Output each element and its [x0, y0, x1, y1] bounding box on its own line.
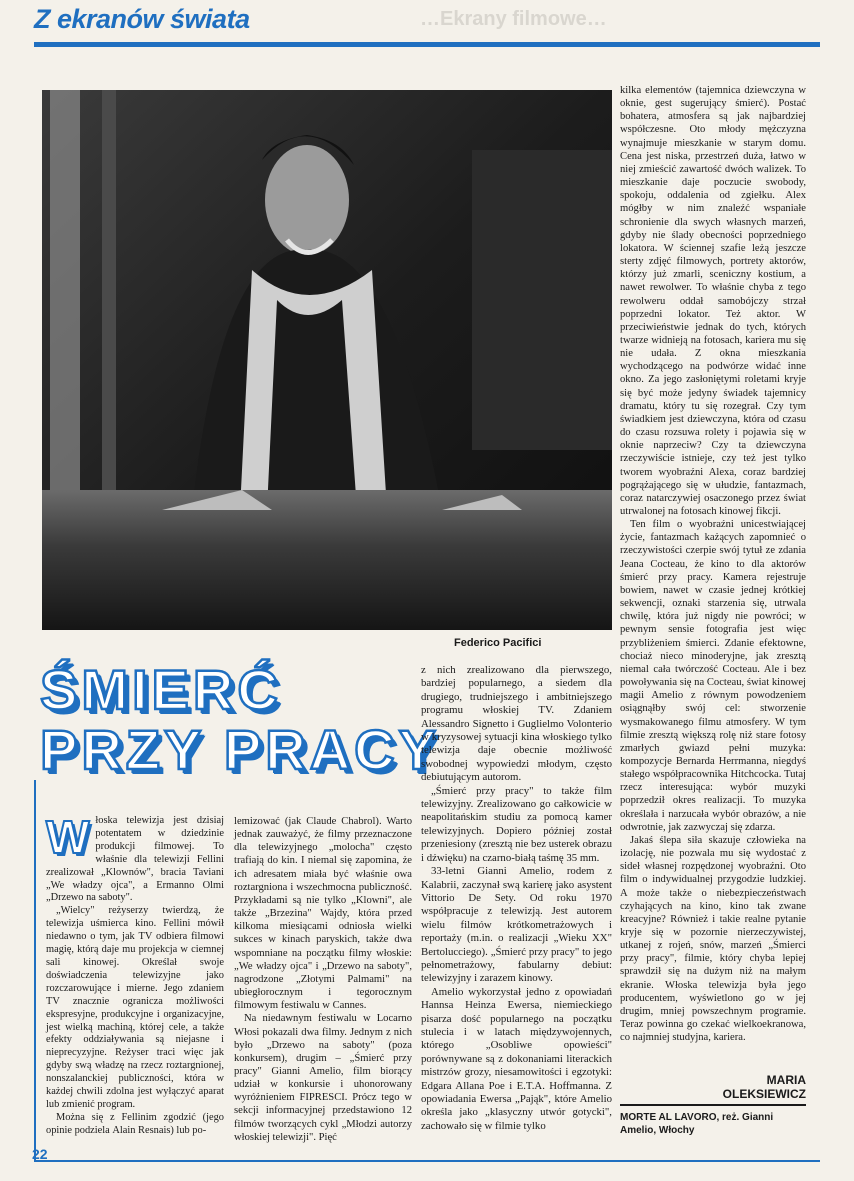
text-column-3	[421, 664, 612, 1133]
text-column-2	[234, 815, 412, 1144]
paragraph: kilka elementów (tajemnica dziewczyna w oknie, gest sugerujący śmierć). Postać bohatera, atmosfera są jak najbardziej współczesne. Oto młody mężczyzna wynajmuje mieszkanie w starym domu. Cena jest niska, przestrzeń duża, łatwo w niej zmieścić zawartość dwóch walizek. To mieszkanie daje poczucie swobody, spokoju, oddalenia od zgiełku. Alex mógłby w nim znaleźć wspaniałe schronienie dla swych własnych marzeń, gdyby nie ślady obecności poprzedniego lokatora. W ściennej szafie leżą jeszcze sterty zdjęć filmowych, portrety aktorów, którzy już zmarli, sceniczny kostium, a nawet rewolwer. To właśnie chyba z tego rewolweru oddał samobójczy strzał poprzedni lokator. Też aktor. W przeciwieństwie jednak do tych, których twarze widnieją na fotosach, kariera mu się nie udała. Z okna mieszkania wychodzącego na podwórze widać inne okno. Za jego zasłoniętymi roletami kryje się być może jedyny świadek tajemnicy dramatu, który tu się rozegrał. Czy tym świadkiem jest dziewczyna, która od czasu do czasu rozsuwa rolety i pojawia się w oknie naprzeciw? Czy ta dziewczyna rzeczywiście istnieje, czy też jest tylko tworem wyobraźni Alexa, coraz bardziej pogrążającego się w ułudzie, fantazmach, coraz natarczywiej osaczonego przez świat utrwalonej na fotosach kinowej fikcji.	[620, 85, 806, 517]
paragraph: Ten film o wyobraźni unicestwiającej życie, fantazmach każących zapomnieć o rzeczywistości czerpie swój tytuł ze zdania Jeana Cocteau, że kino to dla aktorów śmierć przy pracy. Kamera rejestruje bowiem, nawet w czasie jednej krótkiej sekwencji, oznaki starzenia się, utrwala chwilę, która już nigdy nie powróci; w pewnym sensie fotografia jest więc przybliżeniem śmierci. Zdanie efektowne, chociaż nieco minoderyjne, jak zresztą niemal cała twórczość Cocteau. Ale i bez powoływania się na Cocteau, świat kinowej magii Amelio z równym powodzeniem osiągnąłby swój cel: stworzenie wysmakowanego filmu atmosfery. W tym filmie zresztą większą rolę niż stare fotosy zmarłych gwiazd pełni muzyka: kompozycje Bernarda Herrmanna, niegdyś stałego współpracownika Hitchcocka. Tutaj rzecz interesująca: wybór muzyki poprzedził okres realizacji. To muzyka określała i narzucała wybór obrazów, a nie odwrotnie, jak zazwyczaj się zdarza.	[620, 519, 806, 833]
frame-left	[34, 780, 36, 1160]
article-headline	[40, 658, 440, 781]
film-credit: MORTE AL LAVORO, reż. Gianni Amelio, Włochy	[620, 1112, 774, 1136]
paragraph: „Śmierć przy pracy" to także film telewizyjny. Zrealizowano go całkowicie w neapolitańskim studiu za pomocą kamer telewizyjnych. Dopiero później został przeniesiony (zresztą nie bez usterek obrazu i dźwięku) na czarno-białą taśmę 35 mm.	[421, 784, 612, 864]
drop-cap: W	[46, 811, 90, 863]
headline-line-2: PRZY PRACY	[40, 718, 440, 781]
photo-caption: Federico Pacifici	[454, 637, 542, 649]
paragraph: lemizować (jak Claude Chabrol). Warto jednak zauważyć, że filmy przeznaczone dla telewizyjnego „molocha" często trafiają do kin. I niemal się zapomina, że ich adresatem miała być właśnie owa roztargniona i wszechmocna publiczność. Przykładami są nie tylko „Klowni", ale także „Brzezina" Wajdy, która przed kilkoma miesiącami odniosła wielki sukces w kinach paryskich, także dwa wspomniane na początku filmy włoskie: „We władzy ojca" i „Drzewo na saboty", nagrodzone „Złotymi Palmami" na ubiegłorocznym i tegorocznym filmowym festiwalu w Cannes.	[234, 816, 412, 1012]
author-last-name: OLEKSIEWICZ	[722, 1087, 806, 1101]
paragraph: „Wielcy" reżyserzy twierdzą, że telewizja uśmierca kino. Fellini mówił niedawno o tym, jak TV odbiera filmowi magię, którą daje mu projekcja w ciemnej sali kinowej. Określał swoje doświadczenia telewizyjne jako rozczarowujące i mierne. Jego zdaniem TV znacznie ogranicza możliwości ekspresyjne, produkcyjne i organizacyjne, jest wielką machiną, której cele, a także efekty oddziaływania są niejasne i nieprecyzyjne. Reżyser traci więc jak gdyby swą władzę na rzecz roztargnionej, nonszalanckiej publiczności, która w każdej chwili zdolna jest wyłączyć aparat lub zmienić program.	[46, 905, 224, 1110]
bleed-through-text: …Ekrany filmowe…	[420, 8, 607, 30]
paragraph: Na niedawnym festiwalu w Locarno Włosi pokazali dwa filmy. Jednym z nich było „Drzewo na saboty" (poza konkursem), drugim – „Śmierć przy pracy" Gianni Amelio, film biorący udział w konkursie i uhonorowany wyróżnieniem FIPRESCI. Prócz tego w sekcji informacyjnej przedstawiono 12 filmów tworzących cykl „Młodzi autorzy włoskiej telewizji". Pięć	[234, 1013, 412, 1143]
section-title: Z ekranów świata	[34, 4, 250, 34]
paragraph: Można się z Fellinim zgodzić (jego opinie podzielа Alain Resnais) lub po-	[46, 1111, 224, 1136]
credit-rule	[620, 1104, 806, 1106]
author-first-name: MARIA	[766, 1073, 806, 1087]
author-signature	[620, 1073, 806, 1101]
header-rule	[34, 42, 820, 47]
film-still-photo	[42, 90, 612, 630]
paragraph: Amelio wykorzystał jedno z opowiadań Hannsa Heinza Ewersa, niemieckiego pisarza dość popularnego na początku stulecia i w latach międzywojennych, którego „Osobliwe opowieści" porównywane są z dokonaniami literackich mistrzów grozy, niesamowitości i egzotyki: Edgara Allana Poe i E.T.A. Hoffmanna. Z opowiadania Ewersa „Pająk", które Amelio określa jako „klasyczny utwór gotycki", zachowało się w filmie tylko	[421, 985, 612, 1132]
text-column-1	[46, 811, 224, 1138]
headline-line-1: ŚMIERĆ	[40, 658, 282, 721]
page-number: 22	[32, 1146, 48, 1162]
paragraph: z nich zrealizowano dla pierwszego, bardziej popularnego, a siedem dla drugiego, trudniejszego i ambitniejszego programu włoskiej TV. Zdaniem Alessandro Signetto i Guglielmo Volonterio w kryzysowej sytuacji kina włoskiego tylko telewizja daje obecnie możliwość swobodnej wypowiedzi młodym, często debiutującym autorom.	[421, 664, 612, 784]
paragraph: Jakaś ślepa siła skazuje człowieka na izolację, nie pozwala mu się wydostać z sideł własnej rozpędzonej wyobraźni. Oto film o indywidualnej przygodzie ludzkiej. A może także o niebezpieczeństwach czyhających na kino, kino tak zwane kreacyjne? Również i takie realne pytanie kryje się w pozornie nierzeczywistej, utkanej z rojeń, snów, marzeń „Śmierci przy pracy", filmie, który chyba lepiej sprawdził się na dużym niż na małym ekranie. Włoska telewizja była jego producentem, wyświetlono go w jej drugim, mniej powszechnym programie. Teraz powinna go czekać wielkoekranowa, co najmniej studyjna, kariera.	[620, 834, 806, 1044]
paragraph: Włoska telewizja jest dzisiaj potentatem w dziedzinie produkcji filmowej. To właśnie dla telewizji Fellini zrealizował „Klownów", bracia Taviani „We władzy ojca", a Ermanno Olmi „Drzewo na saboty".	[46, 811, 224, 904]
text-column-4	[620, 84, 806, 1044]
paragraph: 33-letni Gianni Amelio, rodem z Kalabrii, zaczynał swą karierę jako asystent Vittorio De Sety. Od roku 1970 współpracuje z telewizją. Jest autorem wielu filmów krótkometrażowych i reportaży (m.in. o realizacji „Wieku XX" Bertolucciego). „Śmierć przy pracy" to jego pełnometrażowy, fabularny debiut: telewizyjny i zarazem kinowy.	[421, 865, 612, 985]
frame-bottom	[34, 1160, 820, 1162]
